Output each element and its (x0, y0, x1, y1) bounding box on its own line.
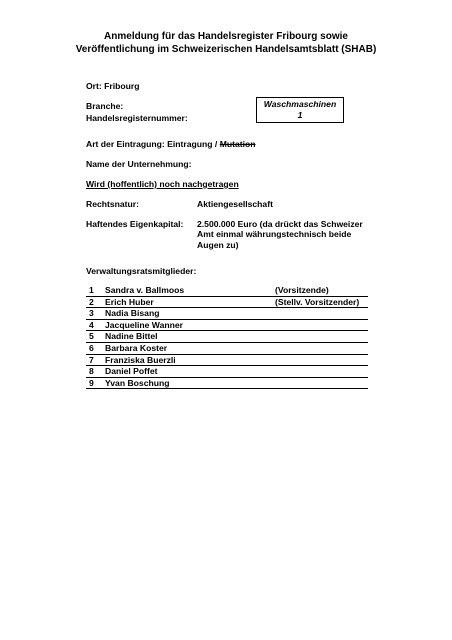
name-unternehmung-value: Wird (hoffentlich) noch nachgetragen (86, 179, 239, 189)
table-row (86, 377, 368, 389)
branche-value: Waschmaschinen (263, 99, 337, 109)
member-num: 9 (86, 377, 105, 389)
member-role: (Stellv. Vorsitzender) (275, 296, 368, 308)
handelsregisternummer-value: 1 (297, 110, 303, 120)
member-role (275, 319, 368, 331)
member-name: Daniel Poffet (105, 366, 275, 378)
member-name: Barbara Koster (105, 342, 275, 354)
member-num: 3 (86, 308, 105, 320)
member-role (275, 342, 368, 354)
member-name: Franziska Buerzli (105, 354, 275, 366)
kapital-value: 2.500.000 Euro (da drückt das Schweizer Amt einmal währungstechnisch beide Augen zu) (197, 219, 363, 250)
rechtsnatur-value: Aktiengesellschaft (197, 199, 273, 209)
member-num: 4 (86, 319, 105, 331)
member-role (275, 354, 368, 366)
title-line-2: Veröffentlichung im Schweizerischen Handelsamtsblatt (SHAB) (75, 44, 377, 55)
table-row (86, 308, 368, 320)
table-row (86, 354, 368, 366)
handelsregisternummer-label: Handelsregisternummer: (86, 113, 188, 123)
art-der-eintragung (86, 139, 256, 149)
verwaltungsrat-table (86, 285, 368, 389)
member-num: 5 (86, 331, 105, 343)
table-row (86, 331, 368, 343)
member-role (275, 331, 368, 343)
member-num: 7 (86, 354, 105, 366)
member-name: Sandra v. Ballmoos (105, 285, 275, 296)
member-num: 8 (86, 366, 105, 378)
member-name: Nadine Bittel (105, 331, 275, 343)
member-role (275, 377, 368, 389)
verwaltungsrat-label: Verwaltungsratsmitglieder: (86, 266, 197, 276)
member-role: (Vorsitzende) (275, 285, 368, 296)
branche-label: Branche: (86, 101, 124, 111)
member-num: 6 (86, 342, 105, 354)
table-row (86, 319, 368, 331)
kapital-label: Haftendes Eigenkapital: (86, 219, 184, 229)
table-row (86, 285, 368, 296)
table-row (86, 296, 368, 308)
member-num: 1 (86, 285, 105, 296)
art-struck-option: Mutation (219, 139, 256, 149)
table-row (86, 342, 368, 354)
member-name: Nadia Bisang (105, 308, 275, 320)
title-line-1: Anmeldung für das Handelsregister Fribourg sowie (104, 31, 348, 42)
member-role (275, 308, 368, 320)
member-name: Erich Huber (105, 296, 275, 308)
document-title (60, 30, 392, 56)
member-num: 2 (86, 296, 105, 308)
name-unternehmung-label: Name der Unternehmung: (86, 159, 192, 169)
ort-label: Ort: Fribourg (86, 81, 140, 91)
table-row (86, 366, 368, 378)
art-label: Art der Eintragung: Eintragung / (86, 139, 220, 149)
member-name: Jacqueline Wanner (105, 319, 275, 331)
branche-nummer-box (256, 97, 344, 123)
rechtsnatur-label: Rechtsnatur: (86, 199, 140, 209)
member-name: Yvan Boschung (105, 377, 275, 389)
member-role (275, 366, 368, 378)
